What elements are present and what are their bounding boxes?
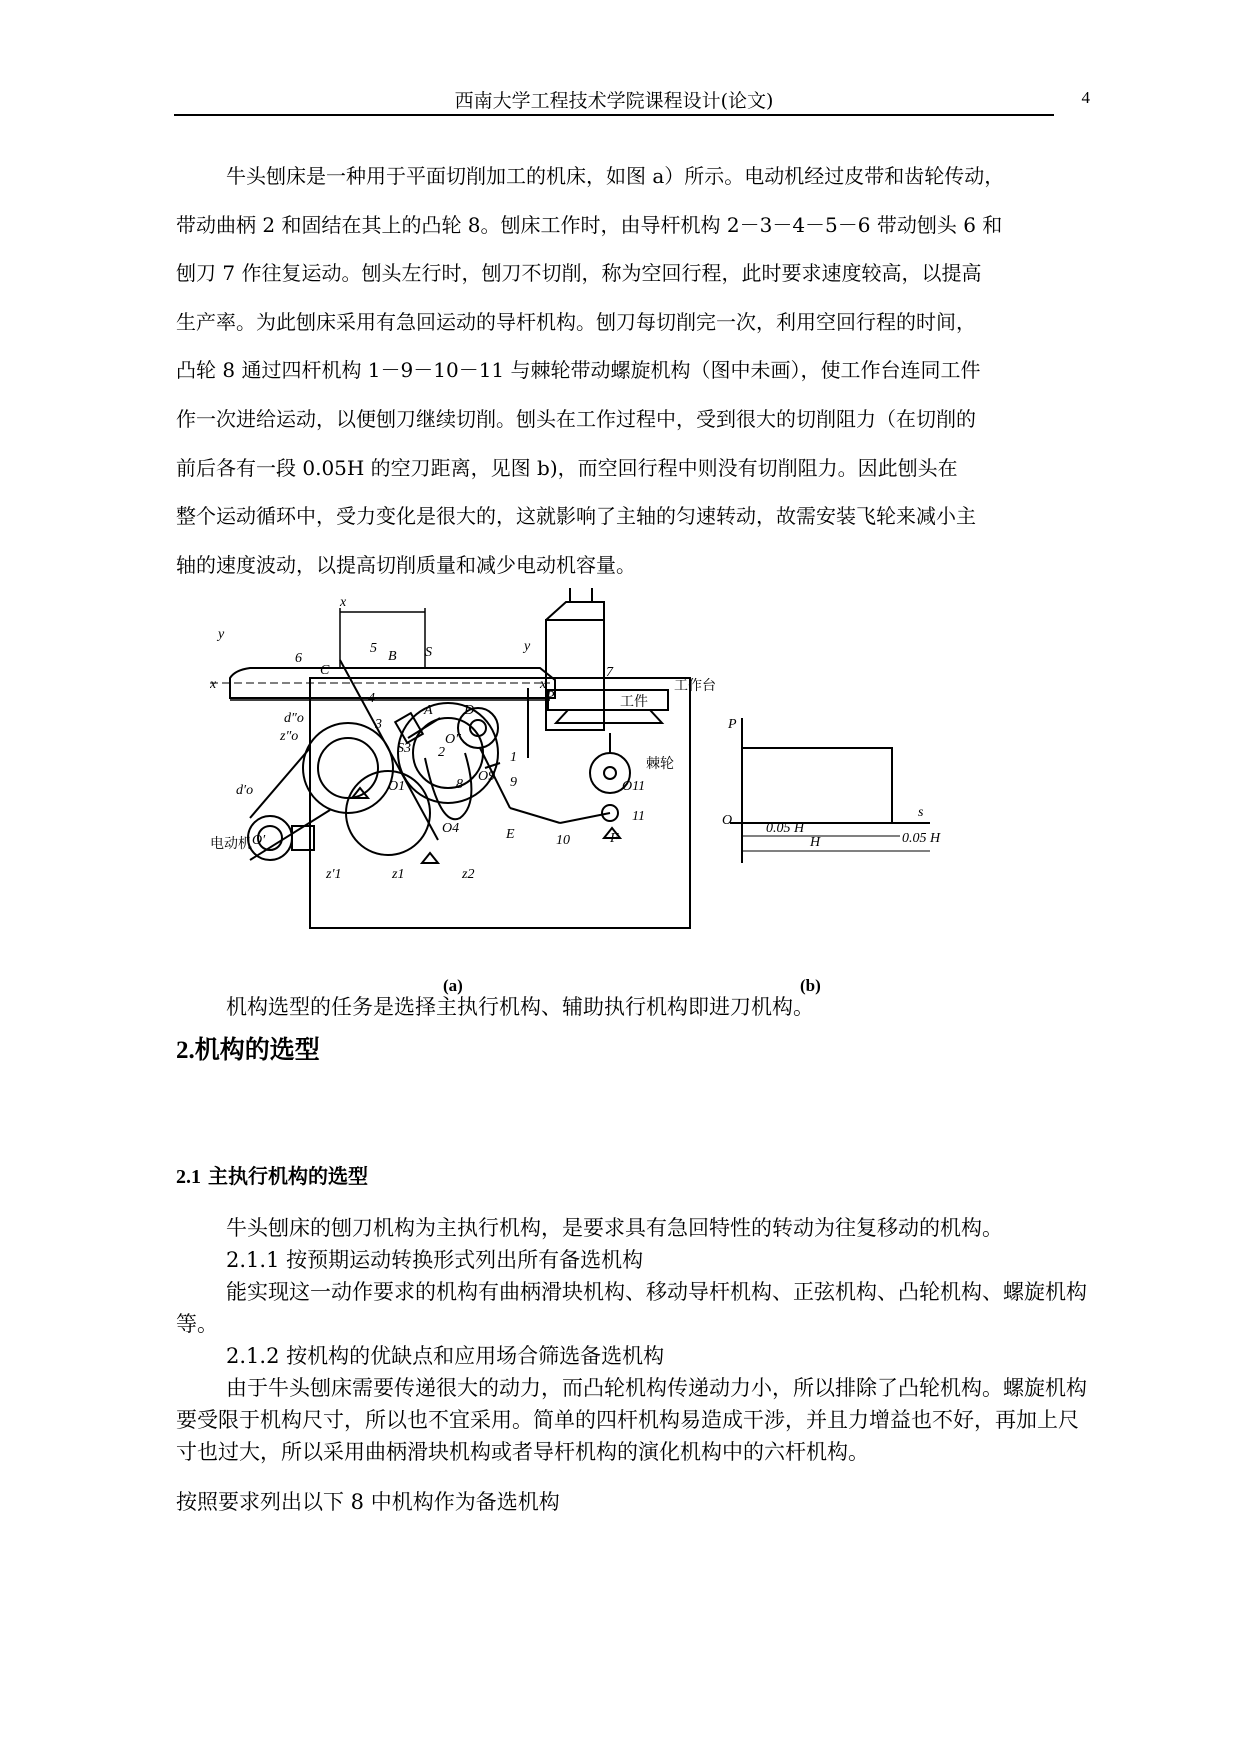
label-z2: z2 [462, 867, 475, 882]
label-o1: O1 [388, 779, 406, 794]
section-2-1-body [176, 1212, 1096, 1518]
label-do2: d″o [284, 711, 304, 726]
label-o9: O9 [478, 769, 496, 784]
label-x-left: x [210, 677, 217, 692]
paragraph: 牛头刨床的刨刀机构为主执行机构，是要求具有急回特性的转动为往复移动的机构。 [226, 1216, 1003, 1240]
label-x-right: x [540, 677, 547, 692]
intro-line: 轴的速度波动，以提高切削质量和减少电动机容量。 [176, 552, 636, 577]
label-o-motor: O′ [252, 833, 266, 848]
label-b-005h-left: 0.05 H [766, 821, 805, 836]
label-9: 9 [510, 775, 517, 790]
label-p: P [546, 689, 555, 704]
paragraph: 按照要求列出以下 8 中机构作为备选机构 [176, 1490, 560, 1514]
paragraph: 能实现这一动作要求的机构有曲柄滑块机构、移动导杆机构、正弦机构、凸轮机构、螺旋机构等。 [176, 1280, 1087, 1336]
intro-line: 刨刀 7 作往复运动。刨头左行时，刨刀不切削，称为空回行程，此时要求速度较高，以提高 [176, 261, 982, 286]
section-2-intro: 机构选型的任务是选择主执行机构、辅助执行机构即进刀机构。 [226, 995, 814, 1019]
paragraph: 由于牛头刨床需要传递很大的动力，而凸轮机构传递动力小，所以排除了凸轮机构。螺旋机构要受限于机构尺寸，所以也不宜采用。简单的四杆机构易造成干涉，并且力增益也不好，再加上尺寸也过大，所以采用曲柄滑块机构或者导杆机构的演化机构中的六杆机构。 [176, 1376, 1087, 1464]
label-b-h: H [810, 835, 821, 850]
label-s3: S3 [397, 741, 411, 756]
figure-caption-a: (a) [443, 976, 463, 995]
intro-line: 带动曲柄 2 和固结在其上的凸轮 8。刨床工作时，由导杆机构 2－3－4－5－6 带动刨头 6 和 [176, 212, 1003, 237]
label-ratchet: 棘轮 [646, 756, 674, 772]
label-o11: O11 [622, 779, 646, 794]
label-yp: y [524, 639, 531, 654]
subheading-2-1-1: 2.1.1 按预期运动转换形式列出所有备选机构 [226, 1248, 644, 1272]
label-7: 7 [606, 665, 613, 680]
label-motor: 电动机 [210, 836, 252, 852]
section-2-1-number: 2.1 [176, 1166, 201, 1188]
label-b-p: P [728, 717, 737, 732]
label-xs6: x [340, 595, 347, 610]
header-title: 西南大学工程技术学院课程设计(论文) [454, 90, 774, 112]
section-2-heading [176, 1030, 320, 1066]
label-5: 5 [370, 641, 377, 656]
intro-line: 整个运动循环中，受力变化是很大的，这就影响了主轴的匀速转动，故需安装飞轮来减小主 [176, 504, 976, 529]
label-workbench: 工作台 [674, 678, 716, 694]
label-e: E [506, 827, 515, 842]
label-o4: O4 [442, 821, 460, 836]
label-workpiece: 工件 [620, 694, 648, 710]
label-b-o: O [722, 813, 733, 828]
shaper-mechanism-figure [210, 588, 1080, 968]
label-d: D [464, 703, 475, 718]
label-ys6: y [218, 627, 225, 642]
label-8: 8 [456, 777, 463, 792]
intro-paragraph [176, 152, 1056, 589]
section-2-1-heading [176, 1160, 368, 1189]
intro-line: 牛头刨床是一种用于平面切削加工的机床，如图 a）所示。电动机经过皮带和齿轮传动， [226, 164, 1005, 188]
label-1: 1 [510, 750, 517, 765]
label-a: A [424, 703, 433, 718]
intro-line: 生产率。为此刨床采用有急回运动的导杆机构。刨刀每切削完一次，利用空回行程的时间， [176, 309, 976, 334]
label-6: 6 [295, 651, 302, 666]
label-2: 2 [438, 745, 445, 760]
label-o2: O″ [445, 732, 461, 747]
section-2-title: 机构的选型 [194, 1035, 320, 1064]
label-10: 10 [556, 833, 570, 848]
label-b: B [388, 649, 397, 664]
intro-line: 凸轮 8 通过四杆机构 1－9－10－11 与棘轮带动螺旋机构（图中未画），使工作台连同工件 [176, 358, 981, 383]
label-4: 4 [368, 691, 375, 706]
label-f: F [610, 831, 619, 846]
label-zo2: z″o [280, 729, 299, 744]
subheading-2-1-2: 2.1.2 按机构的优缺点和应用场合筛选备选机构 [226, 1344, 665, 1368]
figure-caption-b: (b) [800, 976, 821, 995]
label-do1: d′o [236, 783, 254, 798]
label-c: C [320, 663, 330, 678]
label-b-s: s [918, 805, 924, 820]
intro-line: 前后各有一段 0.05H 的空刀距离，见图 b)，而空回行程中则没有切削阻力。因此刨头在 [176, 455, 958, 480]
page-number: 4 [1081, 88, 1090, 107]
label-z1: z1 [392, 867, 405, 882]
intro-line: 作一次进给运动，以便刨刀继续切削。刨头在工作过程中，受到很大的切削阻力（在切削的 [176, 406, 976, 431]
label-z1-prime: z′1 [326, 867, 342, 882]
label-3: 3 [375, 717, 382, 732]
label-11: 11 [632, 809, 645, 824]
section-2-number: 2. [176, 1037, 195, 1064]
label-b-005h-right: 0.05 H [902, 831, 941, 846]
page-header [174, 84, 1090, 116]
label-s6: S [425, 645, 432, 660]
section-2-1-title: 主执行机构的选型 [201, 1164, 368, 1188]
